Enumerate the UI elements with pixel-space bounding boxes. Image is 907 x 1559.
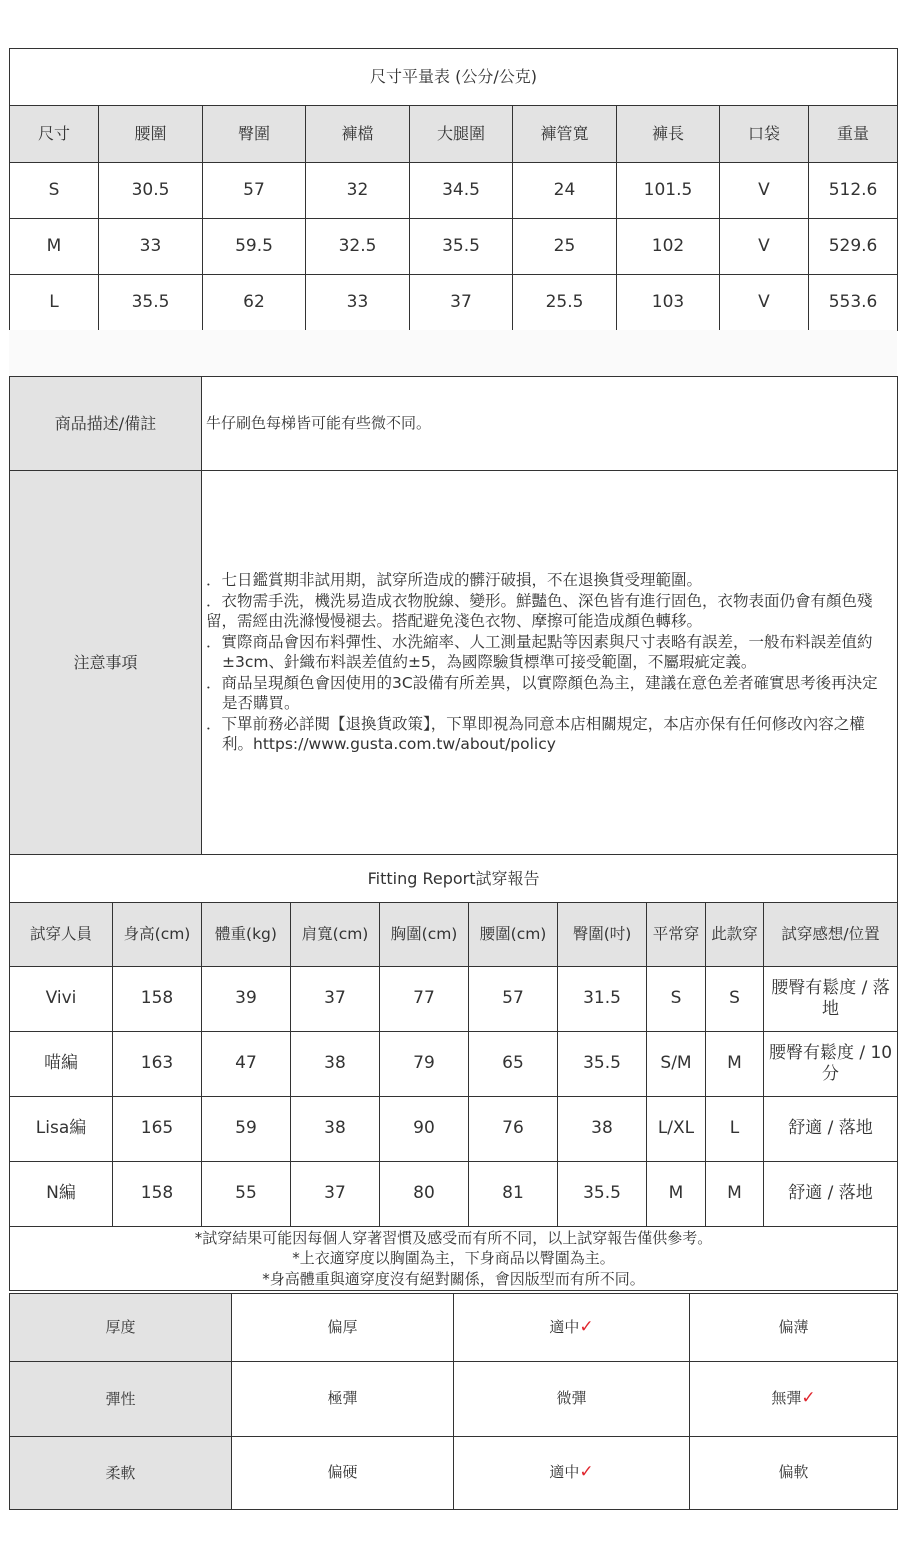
fitting-cell: 76 (469, 1097, 558, 1162)
size-cell: 57 (203, 163, 306, 219)
fitting-comment: 腰臀有鬆度 / 落地 (764, 967, 898, 1032)
fitting-cell: 57 (469, 967, 558, 1032)
feel-option: 適中✓ (454, 1437, 690, 1510)
feel-option: 適中✓ (454, 1294, 690, 1362)
fitting-comment: 舒適 / 落地 (764, 1097, 898, 1162)
size-header: 臀圍 (203, 106, 306, 163)
size-row (10, 219, 898, 275)
size-cell: 32 (306, 163, 410, 219)
feel-option: 無彈✓ (690, 1362, 898, 1437)
notice-content (202, 471, 898, 855)
fitting-header: 試穿感想/位置 (764, 903, 898, 967)
feel-row-softness (10, 1437, 898, 1510)
check-mark-icon: ✓ (801, 1388, 816, 1409)
size-header: 大腿圍 (410, 106, 513, 163)
fitting-cell: 90 (380, 1097, 469, 1162)
check-mark-icon: ✓ (579, 1316, 594, 1337)
fitting-cell: 80 (380, 1162, 469, 1227)
feel-label: 彈性 (10, 1362, 232, 1437)
size-cell: 25.5 (513, 275, 617, 331)
fitting-comment: 舒適 / 落地 (764, 1162, 898, 1227)
size-cell: 62 (203, 275, 306, 331)
size-cell: S (10, 163, 99, 219)
size-cell: 101.5 (617, 163, 720, 219)
fitting-cell: S (647, 967, 706, 1032)
size-header: 腰圍 (99, 106, 203, 163)
fitting-cell: S (706, 967, 764, 1032)
size-table (9, 48, 898, 331)
fitting-cell: 37 (291, 967, 380, 1032)
fitting-note: *上衣適穿度以胸圍為主，下身商品以臀圍為主。 (292, 1249, 615, 1268)
fitting-row (10, 967, 898, 1032)
fitting-cell: 38 (291, 1032, 380, 1097)
section-spacer (9, 330, 897, 376)
fitting-cell: 47 (202, 1032, 291, 1097)
fitting-header: 肩寬(cm) (291, 903, 380, 967)
feel-option: 偏軟 (690, 1437, 898, 1510)
size-row (10, 275, 898, 331)
description-text: 牛仔刷色每梯皆可能有些微不同。 (202, 377, 898, 471)
fitting-cell: 81 (469, 1162, 558, 1227)
notice-item: ．實際商品會因布料彈性、水洗縮率、人工測量起點等因素與尺寸表略有誤差，一般布料誤差值約±3cm、針織布料誤差值約±5，為國際驗貨標準可接受範圍，不屬瑕疵定義。 (206, 632, 873, 672)
size-cell: 103 (617, 275, 720, 331)
size-cell: 37 (410, 275, 513, 331)
fitting-cell: 38 (558, 1097, 647, 1162)
feel-row-thickness (10, 1294, 898, 1362)
size-cell: 24 (513, 163, 617, 219)
fitting-cell: S/M (647, 1032, 706, 1097)
notice-item: ．衣物需手洗，機洗易造成衣物脫線、變形。鮮豔色、深色皆有進行固色，衣物表面仍會有顏色殘留，需經由洗滌慢慢褪去。搭配避免淺色衣物、摩擦可能造成顏色轉移。 (206, 591, 873, 631)
fitting-cell: N編 (10, 1162, 113, 1227)
size-cell: V (720, 219, 809, 275)
fitting-header: 胸圍(cm) (380, 903, 469, 967)
size-row (10, 163, 898, 219)
fitting-cell: 59 (202, 1097, 291, 1162)
feel-option: 偏厚 (232, 1294, 454, 1362)
fitting-cell: Vivi (10, 967, 113, 1032)
size-cell: 35.5 (410, 219, 513, 275)
fitting-row (10, 1162, 898, 1227)
size-cell: 25 (513, 219, 617, 275)
fitting-header: 腰圍(cm) (469, 903, 558, 967)
feel-label: 柔軟 (10, 1437, 232, 1510)
fitting-cell: 31.5 (558, 967, 647, 1032)
size-cell: 30.5 (99, 163, 203, 219)
size-header: 口袋 (720, 106, 809, 163)
fitting-cell: 35.5 (558, 1162, 647, 1227)
description-label: 商品描述/備註 (10, 377, 202, 471)
fitting-cell: M (706, 1162, 764, 1227)
fitting-cell: 38 (291, 1097, 380, 1162)
fitting-cell: 喵編 (10, 1032, 113, 1097)
fitting-cell: M (706, 1032, 764, 1097)
fitting-report-title: Fitting Report試穿報告 (10, 855, 898, 903)
size-cell: 59.5 (203, 219, 306, 275)
fitting-header: 此款穿 (706, 903, 764, 967)
fitting-header: 體重(kg) (202, 903, 291, 967)
fitting-cell: 163 (113, 1032, 202, 1097)
fitting-header: 身高(cm) (113, 903, 202, 967)
fitting-cell: L/XL (647, 1097, 706, 1162)
size-header: 褲管寬 (513, 106, 617, 163)
size-header: 褲長 (617, 106, 720, 163)
notice-item: ．下單前務必詳閱【退換貨政策】，下單即視為同意本店相關規定，本店亦保有任何修改內容之權利。https://www.gusta.com.tw/about/policy (206, 714, 865, 754)
fitting-cell: 35.5 (558, 1032, 647, 1097)
fitting-cell: 37 (291, 1162, 380, 1227)
fitting-cell: M (647, 1162, 706, 1227)
size-table-title: 尺寸平量表 (公分/公克) (10, 49, 898, 106)
fitting-comment: 腰臀有鬆度 / 10分 (764, 1032, 898, 1097)
size-cell: 34.5 (410, 163, 513, 219)
fitting-header: 平常穿 (647, 903, 706, 967)
fitting-cell: 158 (113, 967, 202, 1032)
size-header: 重量 (809, 106, 898, 163)
size-cell: V (720, 163, 809, 219)
fitting-cell: 158 (113, 1162, 202, 1227)
fitting-report-table (9, 854, 898, 1291)
size-cell: 33 (99, 219, 203, 275)
size-cell: M (10, 219, 99, 275)
size-cell: 512.6 (809, 163, 898, 219)
fitting-cell: 165 (113, 1097, 202, 1162)
fitting-note: *試穿結果可能因每個人穿著習慣及感受而有所不同，以上試穿報告僅供參考。 (194, 1228, 713, 1247)
product-info-table (9, 376, 898, 855)
size-cell: V (720, 275, 809, 331)
check-mark-icon: ✓ (579, 1462, 594, 1483)
notice-item: ．七日鑑賞期非試用期，試穿所造成的髒汙破損，不在退換貨受理範圍。 (206, 571, 703, 590)
size-cell: 553.6 (809, 275, 898, 331)
notice-item: ．商品呈現顏色會因使用的3C設備有所差異，以實際顏色為主，建議在意色差者確實思考後再決定是否購買。 (206, 673, 878, 713)
fitting-header: 試穿人員 (10, 903, 113, 967)
size-cell: 32.5 (306, 219, 410, 275)
fitting-row (10, 1032, 898, 1097)
fitting-cell: 55 (202, 1162, 291, 1227)
size-header: 褲檔 (306, 106, 410, 163)
fabric-feel-table (9, 1293, 898, 1510)
feel-row-elasticity (10, 1362, 898, 1437)
size-cell: 102 (617, 219, 720, 275)
fitting-row (10, 1097, 898, 1162)
fitting-cell: Lisa編 (10, 1097, 113, 1162)
feel-label: 厚度 (10, 1294, 232, 1362)
size-cell: 529.6 (809, 219, 898, 275)
size-cell: L (10, 275, 99, 331)
size-header: 尺寸 (10, 106, 99, 163)
fitting-cell: 77 (380, 967, 469, 1032)
size-cell: 35.5 (99, 275, 203, 331)
fitting-notes (10, 1227, 898, 1291)
fitting-cell: L (706, 1097, 764, 1162)
fitting-cell: 65 (469, 1032, 558, 1097)
feel-option: 偏硬 (232, 1437, 454, 1510)
notice-label: 注意事項 (10, 471, 202, 855)
fitting-note: *身高體重與適穿度沒有絕對關係，會因版型而有所不同。 (262, 1269, 645, 1288)
size-cell: 33 (306, 275, 410, 331)
feel-option: 偏薄 (690, 1294, 898, 1362)
fitting-header: 臀圍(吋) (558, 903, 647, 967)
fitting-cell: 79 (380, 1032, 469, 1097)
fitting-cell: 39 (202, 967, 291, 1032)
feel-option: 微彈 (454, 1362, 690, 1437)
feel-option: 極彈 (232, 1362, 454, 1437)
